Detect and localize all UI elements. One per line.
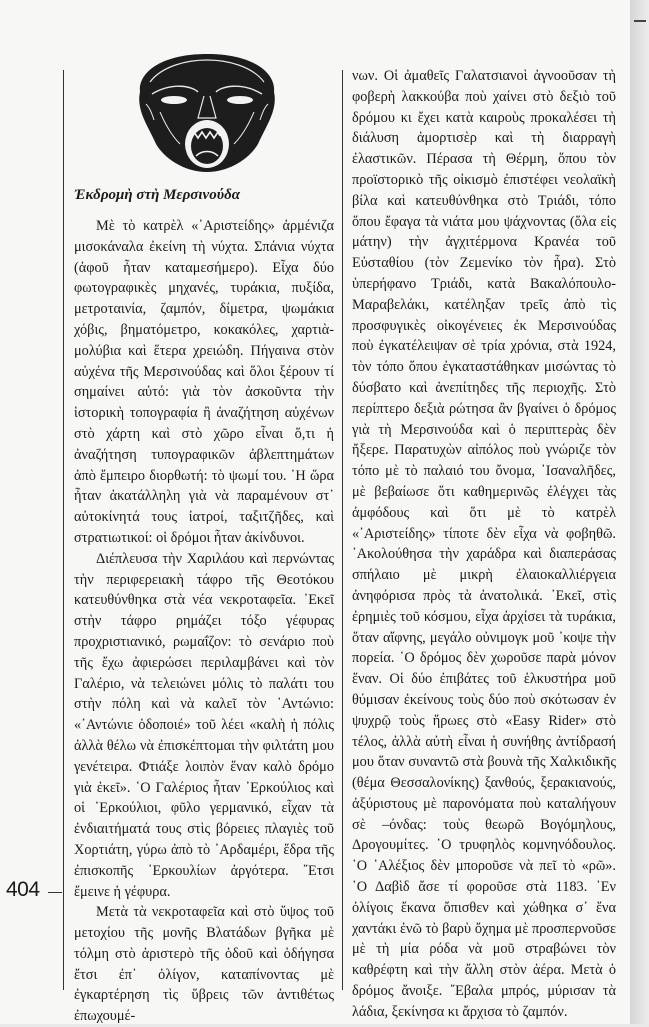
screaming-face-illustration xyxy=(132,52,282,174)
paragraph-2: Διέπλευσα τὴν Χαριλάου καὶ περνώντας τὴν περιφερειακὴ τάφρο τῆς Θεοτόκου κατευθύνθηκα στὰ νέα νεκροταφεῖα. ᾿Εκεῖ στὴν τάφρο ρημάζει τόξο γέφυρας προχριστιανικό, ρωμαΐζον: τὸ σενάριο ποὺ τῆς ἔχω ἀφιερώσει περιλαμβάνει καὶ τὸν Γαλέριο, νὰ τελειώνει μόλις τὸ παλάτι του στὴν πόλη καὶ νὰ καλεῖ τὸν ᾿Αντώνιο: «᾿Αντώνιε ὁδοποιέ» τοῦ λέει «καλὴ ἡ πόλις ἀλλὰ θέλω νὰ ἐπισκέπτομαι τὴν φιλτάτη μου γενέτειρα. Φτιάξε λοιπὸν ἕναν καλὸ δρόμο γιὰ ἐκεῖ». ῾Ο Γαλέριος ἦταν ᾿Ερκούλιος καὶ οἱ ᾿Ερκούλιοι, φῦλο γερμανικό, εἶχαν τὰ ἐνδιαιτήματά τους στὶς βόρειες πλαγιὲς τοῦ Χορτιάτη, γύρω ἀπὸ τὸ ᾿Αρδαμέρι, ἕδρα τῆς ἐπισκοπῆς ᾿Ερκουλίων ἀργότερα. ῎Ετσι ἔμεινε ἡ γέφυρα. xyxy=(74,550,334,900)
corner-mark xyxy=(634,20,646,22)
page-edge-shadow xyxy=(630,0,649,1024)
article-title: Ἐκδρομὴ στὴ Μερσινούδα xyxy=(74,187,241,203)
paragraph-1: Μὲ τὸ κατρὲλ «᾿Αριστείδης» ἀρμένιζα μισοκάναλα ἐκείνη τὴ νύχτα. Σπάνια νύχτα (ἀφοῦ ἦταν καταμεσήμερο). Εἶχα δύο φωτογραφικὲς μηχανές, τυράκια, πυξίδα, μετροταινία, ζαμπόν, δίμετρα, ψωμάκια χόβις, βηματόμετρο, κοκακόλες, χαρτιὰ-μολύβια καὶ ἕτερα χρειώδη. Πήγαινα στὸν αὐχένα τῆς Μερσινούδας καὶ ὅλοι ξέρουν τί σημαίνει αὐτό: γιὰ τὸν ἀσκοῦντα τὴν ἱστορικὴ τοπογραφία ἢ ἀναζήτηση αὐχένων στὸ χάρτη καὶ στὸ χῶρο εἶναι ὅ,τι ἡ ἀναζήτηση τυπογραφικῶν ἀβλεπτημάτων ἀπὸ ἔμπειρο διορθωτή: τὸ ψωμί του. ῾Η ὥρα ἦταν ἀκατάλληλη γιὰ νὰ παραμένουν στ᾿ αὐτοκίνητά τους ἰατροί, ταξιτζῆδες, καὶ στρατιωτικοί: οἱ δρόμοι ἦταν ἀκίνδυνοι. xyxy=(74,218,334,546)
left-margin-rule xyxy=(63,70,64,990)
paragraph-3: Μετὰ τὰ νεκροταφεῖα καὶ στὸ ὕψος τοῦ μετοχίου τῆς μονῆς Βλατάδων βγῆκα μὲ τόλμη στὸ ἀριστερὸ τῆς ὁδοῦ καὶ ὁδήγησα ἔτσι ἐπ᾿ ὀλίγον, καταπίνοντας μὲ ἐγκαρτέρηση τὶς ὕβρεις τῶν ἀντιθέτως ἐπωχουμέ- xyxy=(74,904,334,1025)
column-divider-rule xyxy=(342,70,343,990)
paragraph-4: νων. Οἱ ἀμαθεῖς Γαλατσιανοὶ ἀγνοοῦσαν τὴ φοβερὴ λακκούβα ποὺ χαίνει στὸ δεξιὸ τοῦ δρόμου κι ἔχει κατὰ καιροὺς προκαλέσει τὴ διάλυση ἀμορτισὲρ καὶ τὴ διαρραγὴ ἐλαστικῶν. Πέρασα τὴ Θέρμη, ὅπου τὸν προϊστορικὸ τῆς οἰκισμὸ ἐπιστέφει νεολαϊκὴ βίλα καὶ κατευθύνθηκα στὸ Τριάδι, τόπο ὅπου ἔφαγα τὰ νιάτα μου ψάχνοντας (ὅλα εἰς μάτην) τὴν ἀγχιτέρμονα Κρανέα τοῦ Εὐσταθίου (τὸν Ζεμενίκο τὸν ἦρα). Στὸ ὑπερήφανο Τριάδι, κατὰ Βακαλόπουλο-Μαραβελάκι, κατέληξαν τρεῖς ἀπὸ τὶς προσφυγικὲς οἰκογένειες ἐκ Μερσινούδας ποὺ ἐγκατέλειψαν σὲ τρία χρόνια, στὰ 1924, τὸν τόπο ὅπου ἐγκαταστάθηκαν μισώντας τὸ δύσβατο καὶ ἀνεπίτηδες τῆς περιοχῆς. Στὸ περίπτερο δεξιὰ ρώτησα ἂν βγαίνει ὁ δρόμος γιὰ τὴ Μερσινούδα καὶ ὁ περιπτερὰς δὲν ἤξερε. Παρατυχὼν αἰπόλος ποὺ γνώριζε τὸν τόπο μὲ τὸ παλαιό του ὄνομα, ᾿Ισαναλῆδες, μὲ βεβαίωσε ὅτι καθημερινῶς ἐλέγχει τὰς ἀμφόδους καὶ ὅτι μὲ τὸ κατρὲλ «᾿Αριστείδης» τίποτε δὲν εἶχα νὰ φοβηθῶ. ᾿Ακολούθησα τὴν χαράδρα καὶ διαπεράσας σπήλαιο μὲ μικρὴ ἐλαιοκαλλιέργεια ἀνηφόρισα πρὸς τὰ ἀνατολικά. ᾿Εκεῖ, στὶς ἐρημιὲς τοῦ κόσμου, εἶχα ἀρχίσει τὰ τυράκια, ὅταν αἴφνης, μεγάλο οὐνιμογκ μοῦ ᾿κοψε τὴν πορεία. ῾Ο δρόμος δὲν χωροῦσε παρὰ μόνον ἕναν. Οἱ δύο ἐπιβάτες τοῦ ἑλκυστήρα μοῦ θύμισαν ἐκείνους τοὺς δύο ποὺ σκότωσαν ἐν ψυχρῷ τοὺς ἥρωες στὸ «Easy Rider» στὸ τέλος, ἀλλὰ αὐτὴ εἶναι ἡ συνήθης ἀντίδρασή μου ὅταν συναντῶ στὰ βουνὰ τῆς Χαλκιδικῆς (θέμα Θεσσαλονίκης) ξανθούς, ξερακιανούς, ἀξύριστους μὲ παρονόματα ποὺ καταλήγουν σὲ –όνδας: τοὺς θεωρῶ Βογόμηλους, Δρογουμίτες. ῾Ο τρυφηλὸς κομνηνόδουλος. ῾Ο ᾿Αλέξιος δὲν μποροῦσε νὰ πεῖ τὸ «ρῶ». ῾Ο Δαβὶδ ἄσε τί φοροῦσε στὰ 1183. ᾿Εν ὀλίγοις ἔκανα ὄπισθεν καὶ χώθηκα σ᾿ ἕνα χαντάκι ἐνῶ τὸ βαρὺ ὄχημα μὲ προσπερνοῦσε μὲ τὴ μία ρόδα νὰ μοῦ στραβώνει τὸν καθρέφτη καὶ τὴν ἄλλη στὸν ἀέρα. Μετὰ ὁ δρόμος ἄνοιξε. ῎Εβαλα μπρός, μύρισαν τὰ λάδια, ξεκίνησα κι ἄρχισα τὸ ζαμπόν. xyxy=(352,68,616,1020)
right-text-column xyxy=(352,66,616,1023)
page-number-tick xyxy=(48,892,62,893)
left-text-column xyxy=(74,216,334,1027)
face-woodcut xyxy=(139,54,275,172)
page-number: 404 xyxy=(6,878,40,901)
